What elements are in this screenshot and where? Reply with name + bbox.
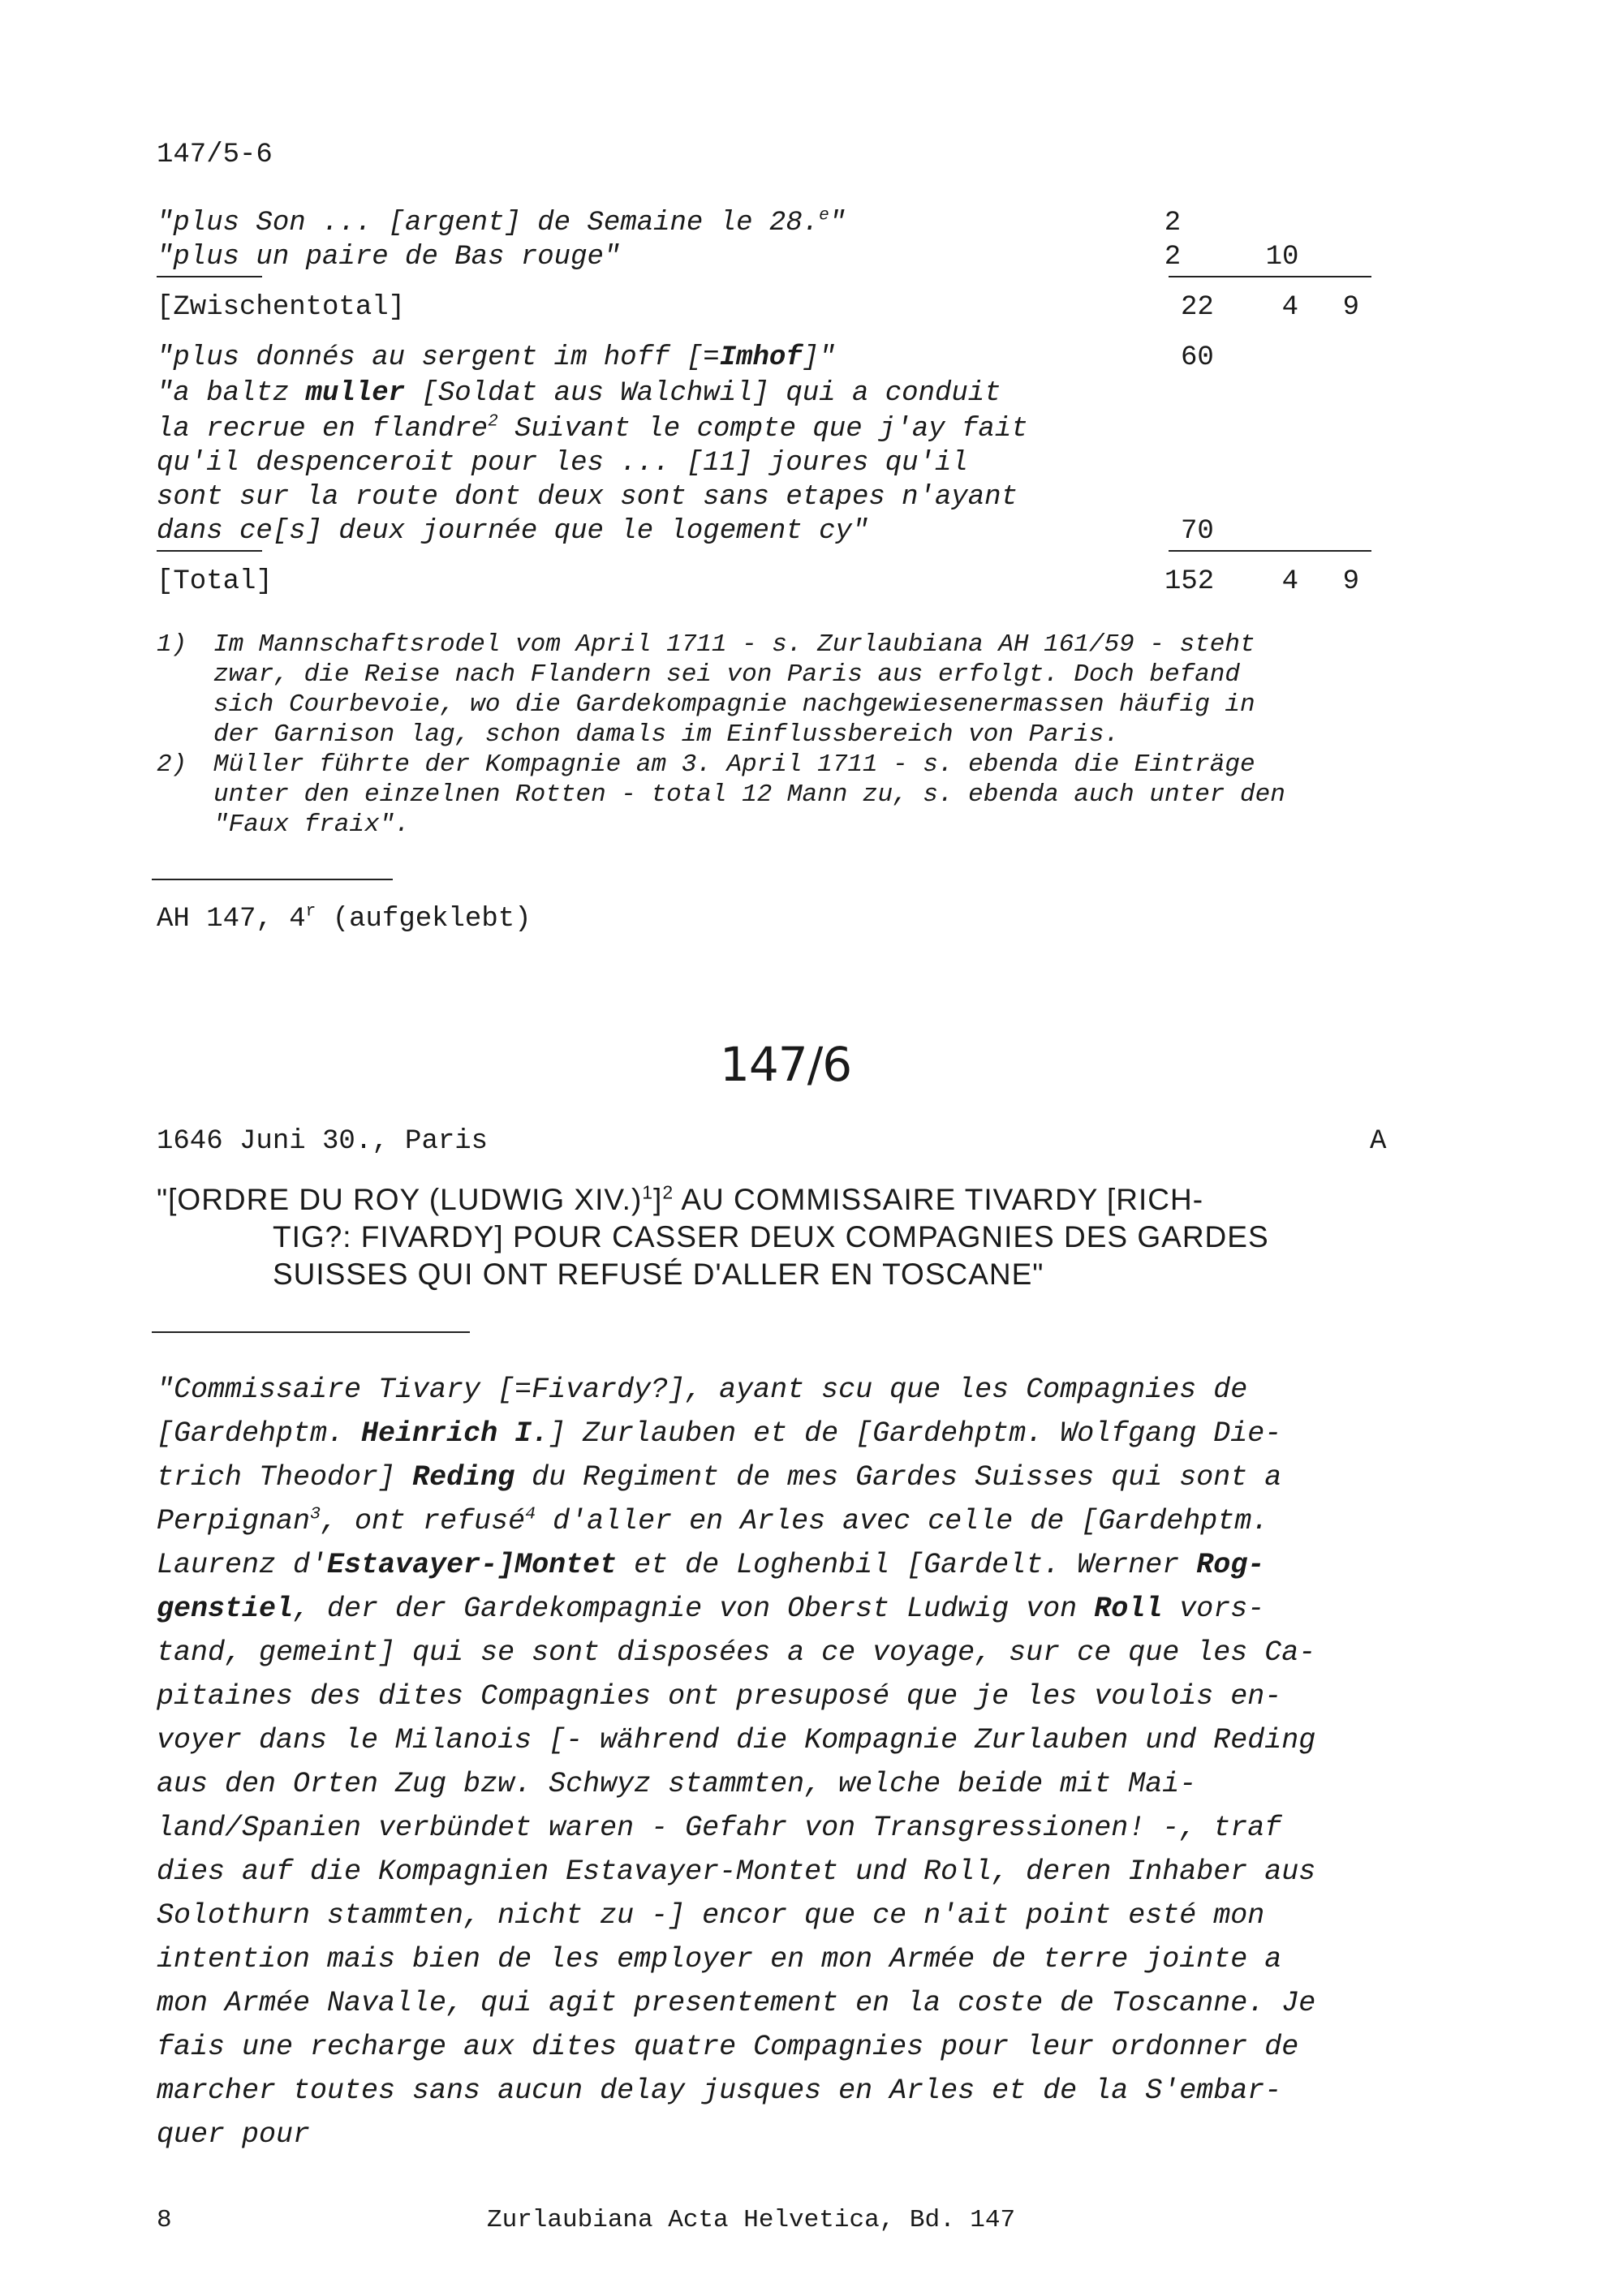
footnote-line: "Faux fraix". [213, 810, 410, 839]
ledger-rule [1169, 550, 1371, 552]
ledger-rule [157, 550, 262, 552]
footnote-line: Im Mannschaftsrodel vom April 1711 - s. Zurlaubiana AH 161/59 - steht [213, 630, 1255, 659]
ledger-line: "a baltz muller [Soldat aus Walchwil] qui a conduit [157, 378, 1001, 409]
body-line: tand, gemeint] qui se sont disposées a ce voyage, sur ce que les Ca- [157, 1636, 1316, 1669]
body-line: Perpignan$^3$, ont refusé$^4$ d'aller en Arles avec celle de [Gardehptm. [157, 1503, 1269, 1537]
section-reference: 147/5-6 [157, 140, 273, 170]
footnote-marker: 1) [157, 630, 187, 659]
page-number: 8 [157, 2206, 172, 2234]
body-line: mon Armée Navalle, qui agit presentement en la coste de Toscanne. Je [157, 1987, 1316, 2019]
footnote-marker: 2) [157, 750, 187, 779]
ledger-line: qu'il despenceroit pour les ... [11] joures qu'il [157, 448, 968, 479]
ledger-line: la recrue en flandre$^2$ Suivant le compte que j'ay fait [157, 411, 1028, 445]
footnote-line: der Garnison lag, schon damals im Einflussbereich von Paris. [213, 720, 1120, 749]
subtotal-value: 22 [1181, 292, 1214, 323]
total-value: 152 [1165, 566, 1215, 597]
source-reference: AH 147, 4$^r$ (aufgeklebt) [157, 901, 532, 935]
body-line: dies auf die Kompagnien Estavayer-Montet und Roll, deren Inhaber aus [157, 1855, 1316, 1888]
ledger-line: "plus Son ... [argent] de Semaine le 28.$^e$" [157, 205, 846, 239]
footer-text: Zurlaubiana Acta Helvetica, Bd. 147 [487, 2206, 1016, 2234]
ledger-line: dans ce[s] deux journée que le logement cy" [157, 516, 869, 547]
body-line: quer pour [157, 2118, 311, 2151]
total-value: 9 [1342, 566, 1359, 597]
title-line: SUISSES QUI ONT REFUSÉ D'ALLER EN TOSCANE" [273, 1258, 1044, 1291]
total-value: 4 [1281, 566, 1298, 597]
body-line: [Gardehptm. Heinrich I.] Zurlauben et de [Gardehptm. Wolfgang Die- [157, 1417, 1282, 1450]
footnote-line: Müller führte der Kompagnie am 3. April 1711 - s. ebenda die Einträge [213, 750, 1255, 779]
body-line: land/Spanien verbündet waren - Gefahr von Transgressionen! -, traf [157, 1812, 1282, 1844]
subtotal-label: [Zwischentotal] [157, 292, 406, 323]
title-line: TIG?: FIVARDY] POUR CASSER DEUX COMPAGNIES DES GARDES [273, 1220, 1269, 1253]
body-line: intention mais bien de les employer en mon Armée de terre jointe a [157, 1943, 1282, 1976]
body-line: pitaines des dites Compagnies ont presuposé que je les voulois en- [157, 1680, 1282, 1713]
ledger-value: 60 [1181, 342, 1214, 373]
ledger-line: "plus donnés au sergent im hoff [=Imhof]" [157, 342, 836, 373]
date-line: 1646 Juni 30., Paris [157, 1126, 489, 1157]
body-line: aus den Orten Zug bzw. Schwyz stammten, welche beide mit Mai- [157, 1768, 1197, 1800]
total-label: [Total] [157, 566, 273, 597]
ledger-value: 2 [1164, 208, 1182, 239]
document-type: A [1370, 1126, 1387, 1157]
ledger-value: 10 [1265, 242, 1299, 273]
title-line: "[ORDRE DU ROY (LUDWIG XIV.)$^1$]$^2$ AU COMMISSAIRE TIVARDY [RICH- [157, 1181, 1204, 1216]
body-line: Laurenz d'Estavayer-]Montet et de Loghenbil [Gardelt. Werner Rog- [157, 1549, 1265, 1581]
ledger-value: 70 [1181, 516, 1214, 547]
body-line: fais une recharge aux dites quatre Compagnies pour leur ordonner de [157, 2031, 1299, 2063]
ledger-rule [1169, 276, 1371, 277]
separator-rule [152, 879, 393, 880]
body-line: Solothurn stammten, nicht zu -] encor que ce n'ait point esté mon [157, 1899, 1265, 1932]
body-line: marcher toutes sans aucun delay jusques en Arles et de la S'embar- [157, 2075, 1282, 2107]
separator-rule [152, 1331, 470, 1333]
ledger-line: "plus un paire de Bas rouge" [157, 242, 621, 273]
ledger-line: sont sur la route dont deux sont sans etapes n'ayant [157, 482, 1018, 513]
body-line: trich Theodor] Reding du Regiment de mes Gardes Suisses qui sont a [157, 1461, 1282, 1494]
footnote-line: unter den einzelnen Rotten - total 12 Mann zu, s. ebenda auch unter den [213, 780, 1285, 809]
subtotal-value: 9 [1342, 292, 1359, 323]
document-number: 147/6 [720, 1037, 852, 1092]
body-line: "Commissaire Tivary [=Fivardy?], ayant scu que les Compagnies de [157, 1374, 1248, 1406]
body-line: genstiel, der der Gardekompagnie von Oberst Ludwig von Roll vors- [157, 1593, 1265, 1625]
body-line: voyer dans le Milanois [- während die Kompagnie Zurlauben und Reding [157, 1724, 1316, 1756]
footnote-line: zwar, die Reise nach Flandern sei von Paris aus erfolgt. Doch befand [213, 660, 1241, 689]
ledger-value: 2 [1164, 242, 1182, 273]
footnote-line: sich Courbevoie, wo die Gardekompagnie nachgewiesenermassen häufig in [213, 690, 1255, 719]
subtotal-value: 4 [1281, 292, 1298, 323]
ledger-rule [157, 276, 262, 277]
